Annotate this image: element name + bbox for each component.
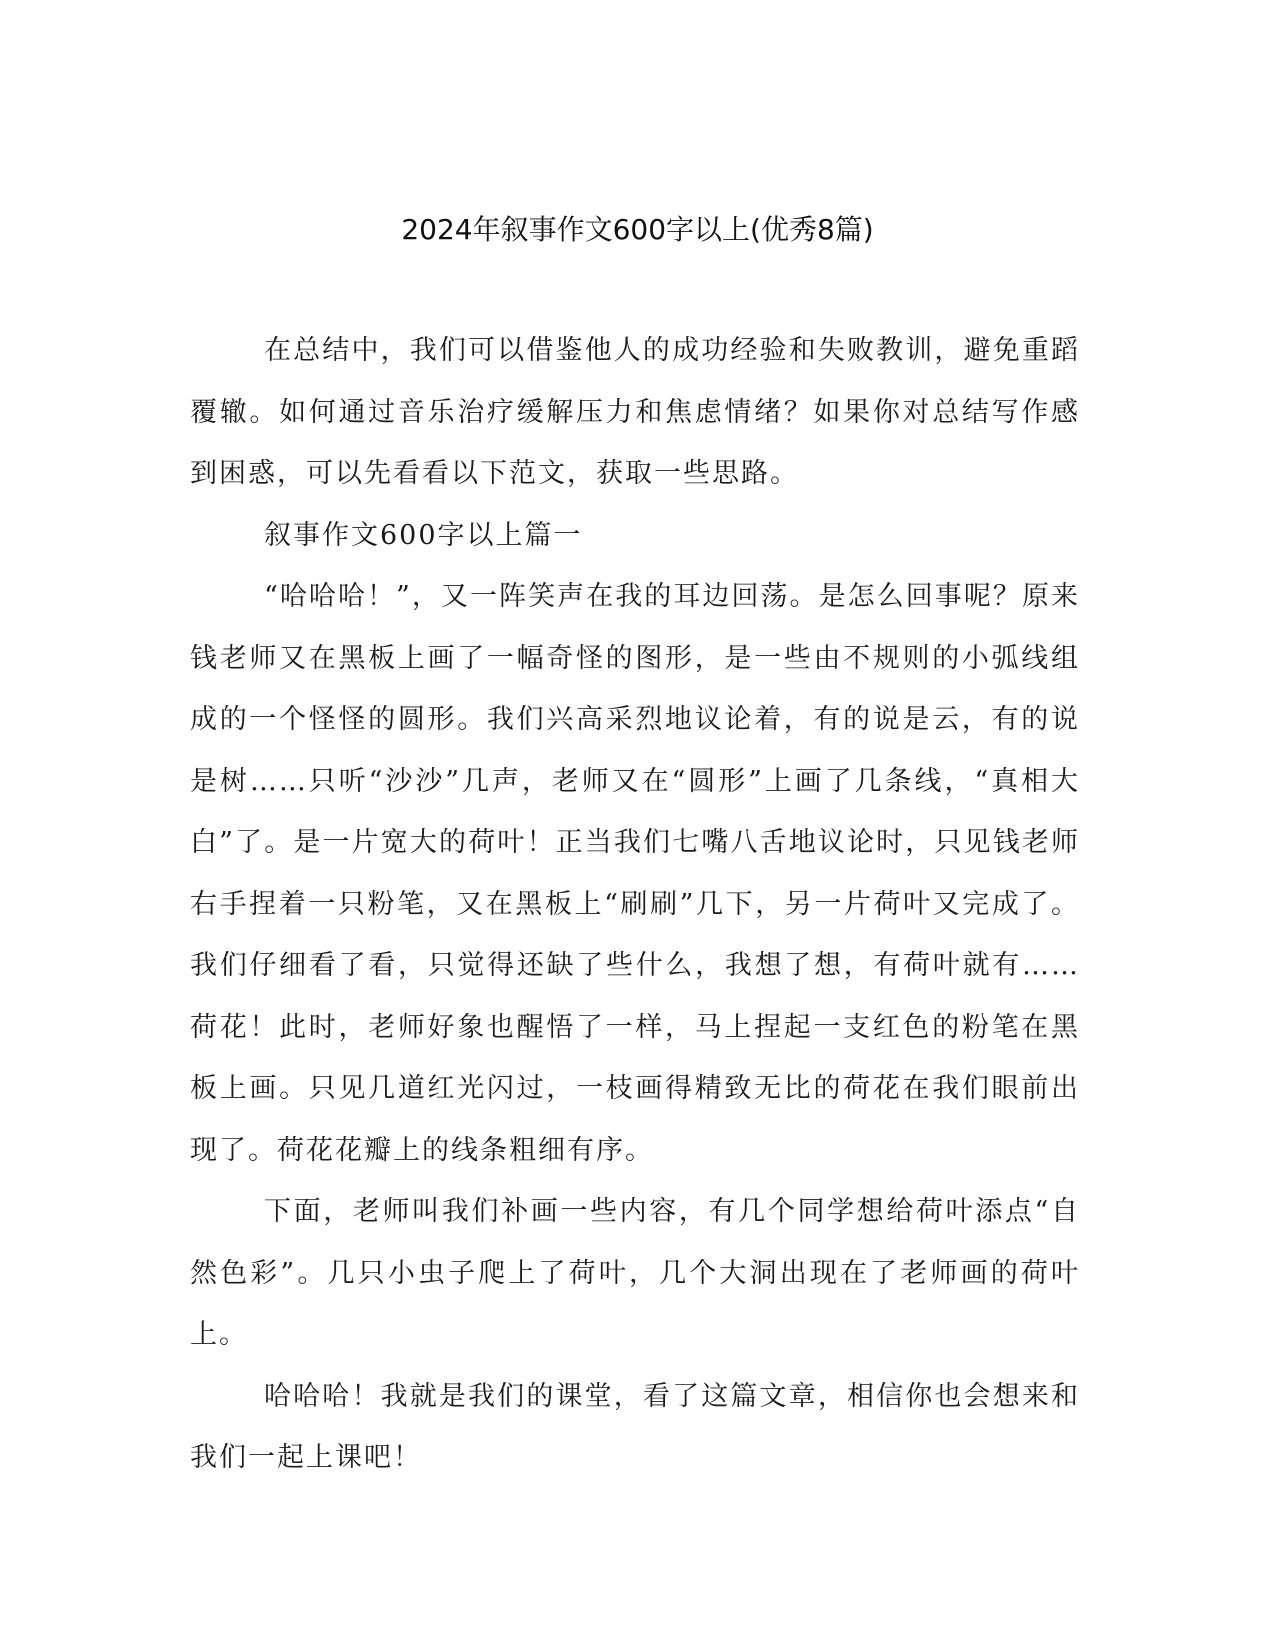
story-paragraph-2: 下面，老师叫我们补画一些内容，有几个同学想给荷叶添点“自然色彩”。几只小虫子爬上了荷叶，几个大洞出现在了老师画的荷叶上。 <box>190 1196 1080 1350</box>
intro-paragraph: 在总结中，我们可以借鉴他人的成功经验和失败教训，避免重蹈覆辙。如何通过音乐治疗缓解压力和焦虑情绪？如果你对总结写作感到困惑，可以先看看以下范文，获取一些思路。 <box>190 335 1080 489</box>
closing-paragraph: 哈哈哈！我就是我们的课堂，看了这篇文章，相信你也会想来和我们一起上课吧！ <box>190 1380 1080 1473</box>
document-body <box>190 320 1080 1489</box>
section-heading: 叙事作文600字以上篇一 <box>264 519 583 551</box>
document-title: 2024年叙事作文600字以上(优秀8篇) <box>401 213 874 246</box>
story-paragraph: “哈哈哈！”，又一阵笑声在我的耳边回荡。是怎么回事呢？原来钱老师又在黑板上画了一幅奇怪的图形，是一些由不规则的小弧线组成的一个怪怪的圆形。我们兴高采烈地议论着，有的说是云，有的说是树……只听“沙沙”几声，老师又在“圆形”上画了几条线，“真相大白”了。是一片宽大的荷叶！正当我们七嘴八舌地议论时，只见钱老师右手捏着一只粉笔，又在黑板上“刷刷”几下，另一片荷叶又完成了。我们仔细看了看，只觉得还缺了些什么，我想了想，有荷叶就有……荷花！此时，老师好象也醒悟了一样，马上捏起一支红色的粉笔在黑板上画。只见几道红光闪过，一枝画得精致无比的荷花在我们眼前出现了。荷花花瓣上的线条粗细有序。 <box>190 581 1080 1166</box>
